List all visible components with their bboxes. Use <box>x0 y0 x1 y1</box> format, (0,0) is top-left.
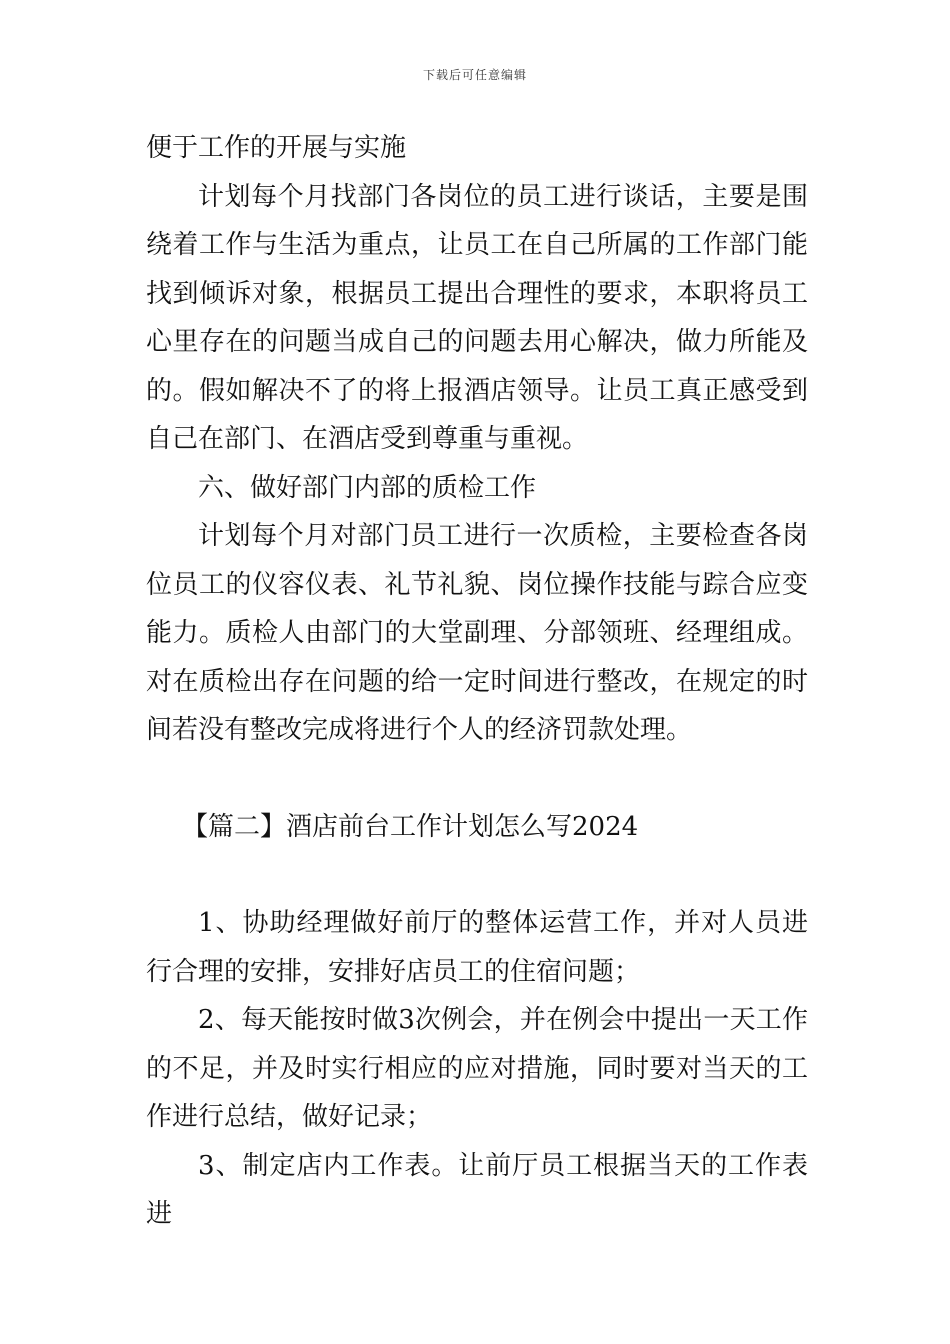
page-header-note: 下载后可任意编辑 <box>422 68 527 82</box>
heading-quality-check: 六、做好部门内部的质检工作 <box>198 472 537 503</box>
list-item-2: 2、每天能按时做3次例会，并在例会中提出一天工作的不足，并及时实行相应的应对措施，同时要对当天的工作进行总结，做好记录； <box>146 1005 808 1132</box>
paragraph-quality-check: 计划每个月对部门员工进行一次质检，主要检查各岗位员工的仪容仪表、礼节礼貌、岗位操作技能与踪合应变能力。质检人由部门的大堂副理、分部领班、经理组成。对在质检出存在问题的给一定时间进行整改，在规定的时间若没有整改完成将进行个人的经济罚款处理。 <box>146 521 808 745</box>
list-item-3: 3、制定店内工作表。让前厅员工根据当天的工作表进 <box>146 1150 808 1229</box>
spacer <box>146 755 808 803</box>
spacer <box>146 851 808 899</box>
list-item-1: 1、协助经理做好前厅的整体运营工作，并对人员进行合理的安排，安排好店员工的住宿问题； <box>146 908 808 987</box>
paragraph-staff-talks: 计划每个月找部门各岗位的员工进行谈话，主要是围绕着工作与生活为重点，让员工在自己所属的工作部门能找到倾诉对象，根据员工提出合理性的要求，本职将员工心里存在的问题当成自己的问题去用心解决，做力所能及的。假如解决不了的将上报酒店领导。让员工真正感受到自己在部门、在酒店受到尊重与重视。 <box>146 181 808 454</box>
section-title: 【篇二】酒店前台工作计划怎么写2024 <box>182 811 639 842</box>
document-body <box>146 124 808 1239</box>
paragraph-continuation: 便于工作的开展与实施 <box>146 133 407 163</box>
